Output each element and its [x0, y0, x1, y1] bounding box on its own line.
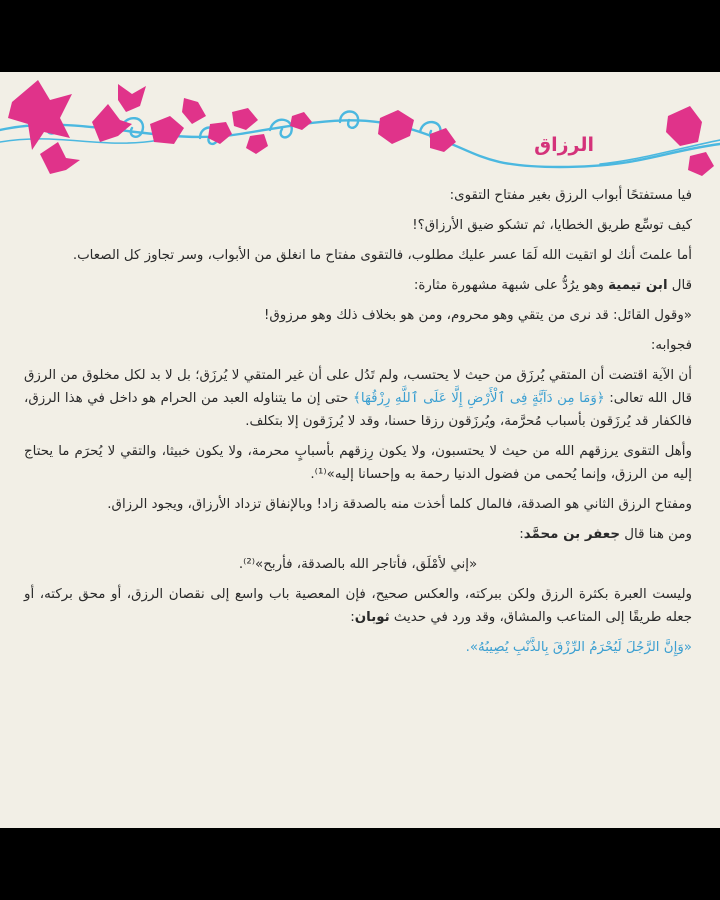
page	[0, 72, 720, 828]
paragraph: فيا مستفتحًا أبواب الرزق بغير مفتاح التقوى:	[449, 188, 692, 203]
hadith-quote: «وَإِنَّ الرَّجُلَ لَيُحْرَمُ الرِّزْقَ بِالذَّنْبِ يُصِيبُهُ».	[465, 640, 692, 655]
article-body	[24, 184, 692, 666]
floral-banner	[0, 72, 720, 182]
paragraph	[24, 364, 692, 433]
paragraph: وأهل التقوى يرزقهم الله من حيث لا يحتسبون، ولا يكون رِزقهم بأسبابٍ محرمة، ولا يكون خبيثا، والتقي لا يُحرَم ما يحتاج إليه من الرزق، وإنما يُحمى من فضول الدنيا رحمة به وإحسانا إليه»⁽¹⁾.	[24, 444, 692, 482]
leaf-decoration	[8, 80, 714, 176]
page-title: الرزاق	[534, 134, 594, 156]
paragraph: ومفتاح الرزق الثاني هو الصدقة، فالمال كلما أخذت منه بالصدقة زاد! وبالإنفاق تزداد الأرزاق، ويجود الرزاق.	[107, 497, 692, 512]
text-fragment: :	[350, 610, 355, 625]
text-fragment: وهو يرُدُّ على شبهة مشهورة مثارة:	[413, 278, 609, 293]
quote: «إني لأمْلَق، فأتاجر الله بالصدقة، فأربح»⁽²⁾.	[238, 557, 478, 572]
text-fragment: قال	[667, 278, 692, 293]
text-fragment: حتى إن ما يتناوله العبد من الحرام هو داخل في هذا الرزق، فالكفار قد يُرزَقون بأسباب مُحرَّمة، ويُرزَقون رزقا حسنا، وقد لا يُرزَقون إلا بتكلف.	[24, 391, 692, 429]
narrator-name: ثوبان	[354, 610, 390, 625]
paragraph: فجوابه:	[650, 338, 692, 353]
paragraph	[24, 274, 692, 297]
text-fragment: ومن هنا قال	[620, 527, 692, 542]
paragraph: كيف توسِّع طريق الخطايا، ثم تشكو ضيق الأرزاق؟!	[412, 218, 692, 233]
paragraph	[24, 523, 692, 546]
text-fragment: وليست العبرة بكثرة الرزق ولكن ببركته، والعكس صحيح، فإن المعصية باب واسع إلى نقصان الرزق، أو محق بركته، أو جعله طريقًا إلى المتاعب والمشاق، وقد ورد في حديث	[24, 587, 692, 625]
quran-verse: ﴿وَمَا مِن دَآبَّةٍ فِى ٱلْأَرْضِ إِلَّا عَلَى ٱللَّهِ رِزْقُهَا﴾	[353, 391, 605, 406]
scholar-name: جعفر بن محمَّد	[523, 527, 620, 542]
paragraph: أما علمتَ أنك لو اتقيت الله لَمَا عسر عليك مطلوب، فالتقوى مفتاح ما انغلق من الأبواب، وسر تجاوز كل الصعاب.	[72, 248, 692, 263]
paragraph: «وقول القائل: قد نرى من يتقي وهو محروم، ومن هو بخلاف ذلك وهو مرزوق!	[264, 308, 692, 323]
paragraph	[24, 583, 692, 629]
text-fragment: :	[519, 527, 524, 542]
scholar-name: ابن تيمية	[608, 278, 668, 293]
text-fragment: أن الآية اقتضت أن المتقي يُرزَق من حيث لا يحتسب، ولم تَدُل على أن غير المتقي لا يُرزَق؛ بل لا بد لكل مخلوق من الرزق قال الله تعالى:	[24, 368, 692, 406]
